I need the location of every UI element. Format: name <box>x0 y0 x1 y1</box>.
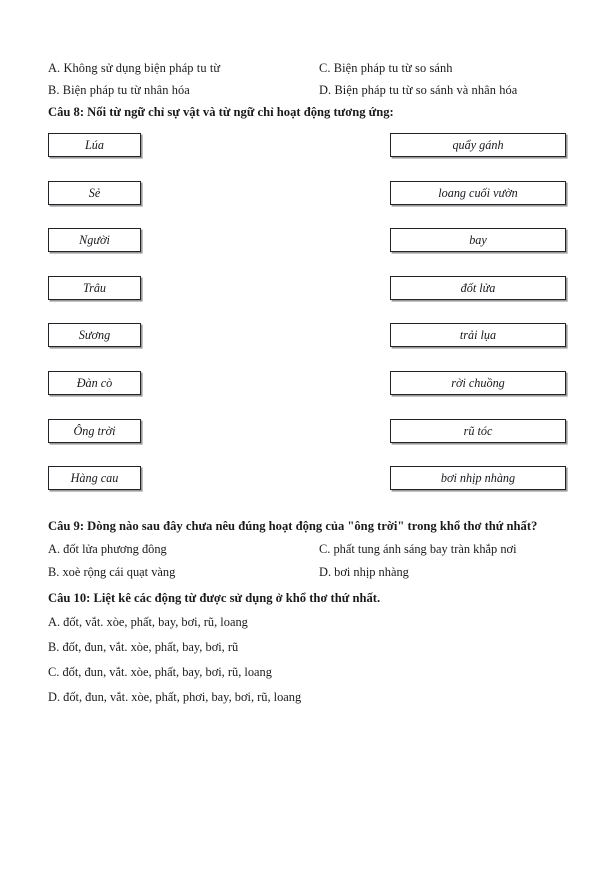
match-left-item[interactable]: Ông trời <box>48 419 141 443</box>
match-right-item[interactable]: trải lụa <box>390 323 566 347</box>
match-right-item[interactable]: bay <box>390 228 566 252</box>
question10-option-d[interactable]: D. đốt, đun, vắt. xòe, phất, phơi, bay, bơi, rũ, loang <box>48 690 302 704</box>
match-right-item[interactable]: rời chuồng <box>390 371 566 395</box>
question10-option-a[interactable]: A. đốt, vắt. xòe, phất, bay, bơi, rũ, loang <box>48 615 248 629</box>
question7-options-row-2 <box>48 80 576 102</box>
question8-heading: Câu 8: Nối từ ngữ chỉ sự vật và từ ngữ chỉ hoạt động tương ứng: <box>48 105 394 119</box>
question10-options <box>48 610 576 710</box>
match-right-item[interactable]: rũ tóc <box>390 419 566 443</box>
question9-heading: Câu 9: Dòng nào sau đây chưa nêu đúng hoạt động của "ông trời" trong khổ thơ thứ nhất? <box>48 519 538 533</box>
question7-options-row-1 <box>48 58 576 80</box>
match-right-item[interactable]: bơi nhịp nhàng <box>390 466 566 490</box>
question10-option-c[interactable]: C. đốt, đun, vắt. xòe, phất, bay, bơi, rũ, loang <box>48 665 272 679</box>
match-left-item[interactable]: Lúa <box>48 133 141 157</box>
question9-option-b[interactable]: B. xoè rộng cái quạt vàng <box>48 565 176 579</box>
match-right-item[interactable]: quẩy gánh <box>390 133 566 157</box>
match-right-item[interactable]: loang cuối vườn <box>390 181 566 205</box>
question8-matching-area <box>48 133 576 499</box>
question7-option-d[interactable]: D. Biện pháp tu từ so sánh và nhân hóa <box>319 82 518 97</box>
match-left-item[interactable]: Trâu <box>48 276 141 300</box>
question8-right-column <box>390 133 566 514</box>
question7-option-a[interactable]: A. Không sử dụng biện pháp tu từ <box>48 61 221 75</box>
match-left-item[interactable]: Hàng cau <box>48 466 141 490</box>
question10-option-b[interactable]: B. đốt, đun, vắt. xòe, phất, bay, bơi, rũ <box>48 640 239 654</box>
question9-option-c[interactable]: C. phất tung ánh sáng bay tràn khắp nơi <box>319 542 517 556</box>
match-left-item[interactable]: Sẻ <box>48 181 141 205</box>
question9-options-row-1 <box>48 538 576 561</box>
question10-heading: Câu 10: Liệt kê các động từ được sử dụng ở khổ thơ thứ nhất. <box>48 591 381 605</box>
question9-option-a[interactable]: A. đốt lửa phương đông <box>48 542 167 556</box>
upper-content <box>48 58 576 499</box>
lower-content <box>48 514 576 710</box>
match-left-item[interactable]: Người <box>48 228 141 252</box>
question7-option-c[interactable]: C. Biện pháp tu từ so sánh <box>319 61 453 75</box>
match-left-item[interactable]: Đàn cò <box>48 371 141 395</box>
match-right-item[interactable]: đốt lửa <box>390 276 566 300</box>
question9-options-row-2 <box>48 561 576 584</box>
question7-option-b[interactable]: B. Biện pháp tu từ nhân hóa <box>48 82 190 97</box>
question8-left-column <box>48 133 141 514</box>
match-left-item[interactable]: Sương <box>48 323 141 347</box>
question9-option-d[interactable]: D. bơi nhịp nhàng <box>319 565 409 579</box>
